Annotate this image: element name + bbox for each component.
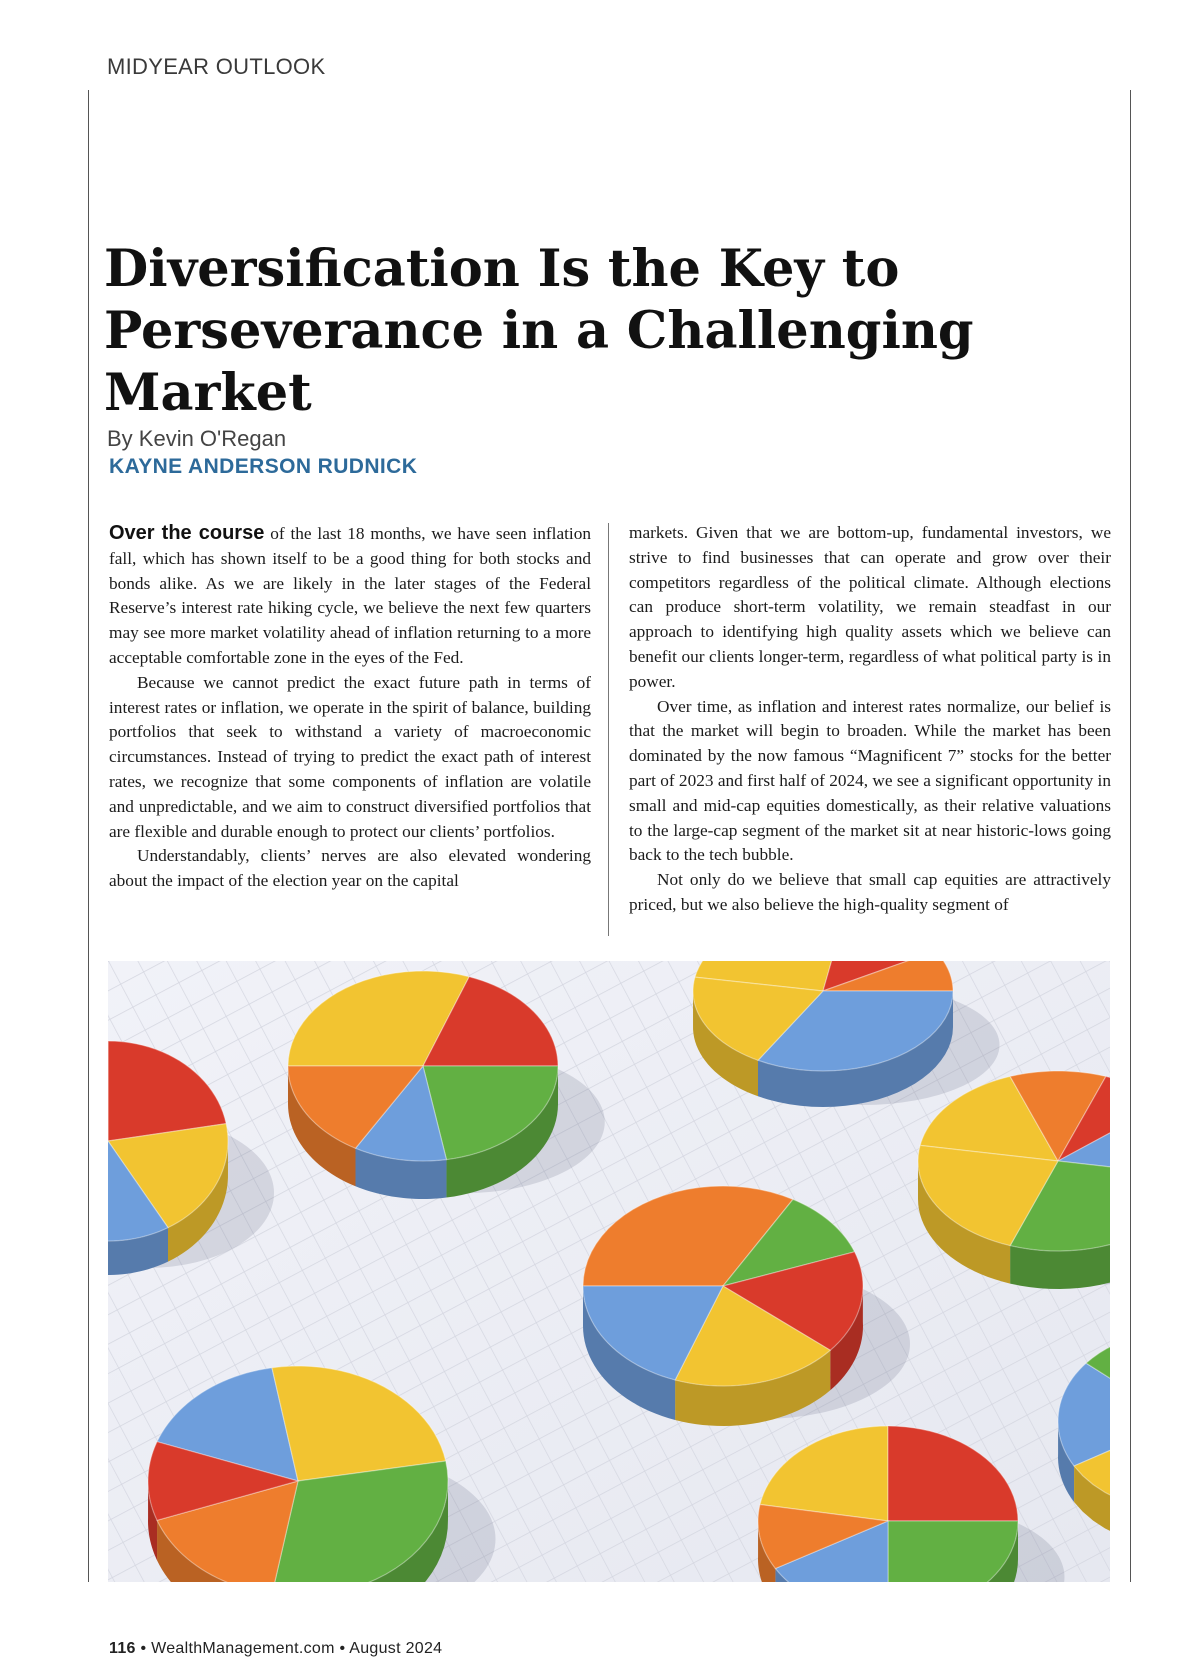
byline: By Kevin O'Regan bbox=[107, 426, 287, 451]
body-column-right bbox=[629, 521, 1111, 941]
article-title bbox=[104, 238, 1124, 424]
footer-site: WealthManagement.com bbox=[151, 1640, 335, 1657]
author-organization: KAYNE ANDERSON RUDNICK bbox=[109, 455, 418, 478]
title-line-2: Perseverance in a Challenging Market bbox=[104, 301, 974, 423]
paragraph: Because we cannot predict the exact future path in terms of interest rates or inflation, we operate in the spirit of balance, building portfolios that seek to withstand a variety of macroeconomic circumstances. Instead of trying to predict the exact path of interest rates, we recognize that some components of inflation are volatile and unpredictable, and we aim to construct diversified portfolios that are flexible and durable enough to protect our clients’ portfolios. bbox=[109, 672, 591, 841]
paragraph: Understandably, clients’ nerves are also elevated wondering about the impact of the election year on the capital bbox=[109, 846, 591, 891]
right-margin-rule bbox=[1130, 90, 1131, 1582]
paragraph: Not only do we believe that small cap equities are attractively priced, but we also believe the high-quality segment of bbox=[629, 870, 1111, 914]
pie-charts-illustration bbox=[108, 961, 1110, 1582]
body-column-left bbox=[109, 521, 591, 941]
paragraph: Over time, as inflation and interest rates normalize, our belief is that the market will begin to broaden. While the market has been dominated by the now famous “Magnificent 7” stocks for the better part of 2023 and first half of 2024, we see a significant opportunity in small and mid-cap equities domestically, as their relative valuations to the large-cap segment of the market sit at near historic-lows going back to the tech bubble. bbox=[629, 696, 1111, 865]
paragraph-text: of the last 18 months, we have seen inflation fall, which has shown itself to be a good thing for both stocks and bonds alike. As we are likely in the later stages of the Federal Reserve’s interest rate hiking cycle, we believe the next few quarters may see more market volatility ahead of inflation returning to a more acceptable comfortable zone in the eyes of the Fed. bbox=[109, 524, 591, 667]
title-line-1: Diversification Is the Key to bbox=[104, 239, 900, 299]
pie-charts-photo bbox=[108, 961, 1110, 1582]
lead-in: Over the course bbox=[109, 522, 265, 544]
column-divider bbox=[608, 523, 609, 936]
footer-separator: • bbox=[140, 1640, 147, 1657]
page-footer bbox=[109, 1640, 442, 1658]
page-number: 116 bbox=[109, 1640, 136, 1657]
paragraph bbox=[109, 521, 591, 671]
paragraph: markets. Given that we are bottom-up, fundamental investors, we strive to find businesses that can operate and grow over their competitors regardless of the political climate. Although elections can produce short-term volatility, we remain steadfast in our approach to identifying high quality assets which we believe can benefit our clients longer-term, regardless of what political party is in power. bbox=[629, 523, 1111, 691]
left-margin-rule bbox=[88, 90, 89, 1582]
footer-separator: • bbox=[339, 1640, 346, 1657]
footer-date: August 2024 bbox=[349, 1640, 443, 1657]
section-label: MIDYEAR OUTLOOK bbox=[107, 54, 326, 79]
